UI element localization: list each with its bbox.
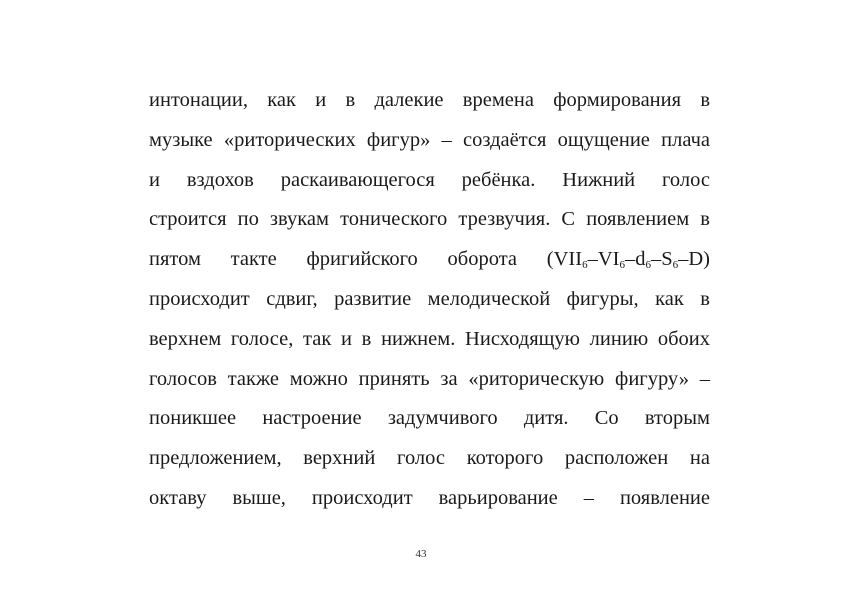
text-line: и вздохов раскаивающегося ребёнка. Нижний голос <box>149 168 710 191</box>
text-line: предложением, верхний голос которого расположен на <box>149 447 710 470</box>
body-text <box>149 84 710 522</box>
text-segment: пятом такте фригийского оборота (VII <box>149 248 583 271</box>
text-line: происходит сдвиг, развитие мелодической фигуры, как в <box>149 287 710 310</box>
text-line-with-subscripts <box>149 243 710 283</box>
text-line: голосов также можно принять за «риторическую фигуру» – <box>149 367 710 390</box>
text-segment: –VI <box>587 248 620 271</box>
text-line: поникшее настроение задумчивого дитя. Со вторым <box>149 407 710 430</box>
subscript: 6 <box>645 259 651 272</box>
text-line: музыке «риторических фигур» – создаётся ощущение плача <box>149 128 710 151</box>
subscript: 6 <box>619 259 625 272</box>
text-line: интонации, как и в далекие времена формирования в <box>149 89 710 111</box>
text-line: верхнем голосе, так и в нижнем. Нисходящую линию обоих <box>149 327 710 350</box>
page-number: 43 <box>415 548 427 560</box>
subscript: 6 <box>672 259 679 272</box>
text-segment: –S <box>650 248 673 271</box>
text-segment: –d <box>624 248 646 271</box>
text-line: строится по звукам тонического трезвучия. С появлением в <box>149 208 710 231</box>
subscript: 6 <box>582 259 588 272</box>
text-line: октаву выше, происходит варьирование – появление <box>149 486 710 509</box>
text-segment: –D) <box>678 248 710 271</box>
